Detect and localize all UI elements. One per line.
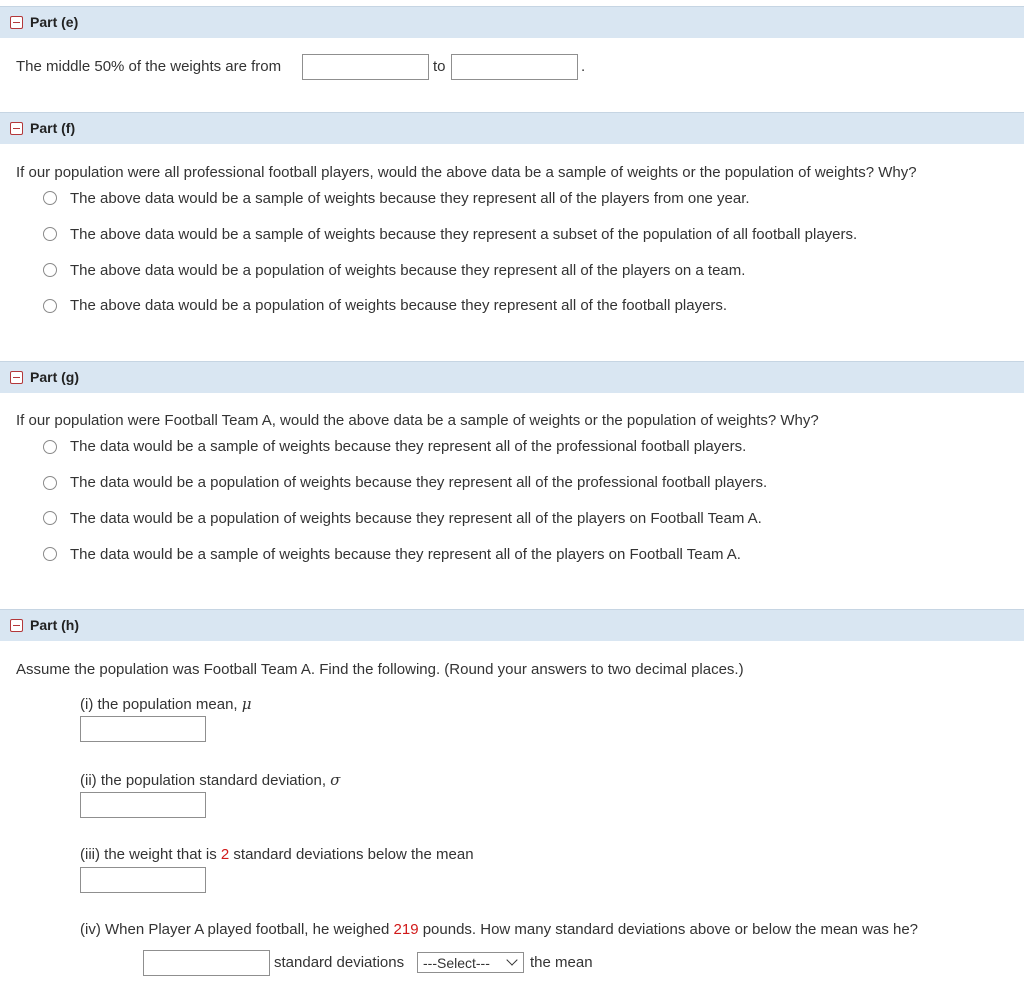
collapse-icon[interactable]: [10, 371, 23, 384]
part-e-prompt: The middle 50% of the weights are from: [16, 58, 282, 75]
collapse-icon[interactable]: [10, 122, 23, 135]
part-f-radio-4[interactable]: [43, 299, 57, 313]
q3-suffix: standard deviations below the mean: [229, 846, 474, 863]
part-h-q3-label: [80, 846, 474, 863]
part-f-option-3[interactable]: The above data would be a population of weights because they represent all of the players on a team.: [70, 262, 746, 279]
part-g-radio-4[interactable]: [43, 547, 57, 561]
part-g-title: Part (g): [30, 369, 79, 385]
part-f-radio-3[interactable]: [43, 263, 57, 277]
part-g-header[interactable]: [0, 361, 1024, 393]
part-f-option-1[interactable]: The above data would be a sample of weights because they represent all of the players from one year.: [70, 190, 750, 207]
q3-prefix: (iii) the weight that is: [80, 846, 221, 863]
q1-prefix: (i) the population mean,: [80, 696, 242, 713]
q3-value: 2: [220, 846, 230, 863]
weight-below-mean-input[interactable]: [80, 867, 206, 893]
part-g-option-1[interactable]: The data would be a sample of weights because they represent all of the professional football players.: [70, 438, 747, 455]
part-e-to-input[interactable]: [451, 54, 578, 80]
mu-symbol: μ: [241, 695, 252, 713]
part-h-header[interactable]: [0, 609, 1024, 641]
part-h-q2-label: [80, 771, 340, 789]
q4-suffix: pounds. How many standard deviations above or below the mean was he?: [418, 921, 919, 938]
part-g-radio-2[interactable]: [43, 476, 57, 490]
sigma-symbol: σ: [330, 771, 341, 789]
part-g-radio-3[interactable]: [43, 511, 57, 525]
part-h-intro: Assume the population was Football Team A. Find the following. (Round your answers to two decimal places.): [16, 661, 744, 678]
population-sd-input[interactable]: [80, 792, 206, 818]
q4-prefix: (iv) When Player A played football, he weighed: [80, 921, 394, 938]
part-g-option-3[interactable]: The data would be a population of weights because they represent all of the players on Football Team A.: [70, 510, 762, 527]
part-e-title: Part (e): [30, 14, 79, 30]
population-mean-input[interactable]: [80, 716, 206, 742]
part-e-to-label: to: [433, 58, 446, 75]
part-e-header[interactable]: [0, 6, 1024, 38]
part-f-header[interactable]: [0, 112, 1024, 144]
std-deviations-label: standard deviations: [274, 954, 405, 971]
part-e-from-input[interactable]: [302, 54, 429, 80]
collapse-icon[interactable]: [10, 619, 23, 632]
part-f-title: Part (f): [30, 120, 76, 136]
part-e-end-punct: .: [581, 58, 586, 75]
part-h-q4-label: [80, 921, 918, 938]
the-mean-label: the mean: [530, 954, 593, 971]
part-f-question: If our population were all professional football players, would the above data be a sample of weights or the population of weights? Why?: [16, 164, 917, 181]
part-g-option-2[interactable]: The data would be a population of weights because they represent all of the professional football players.: [70, 474, 768, 491]
part-f-radio-1[interactable]: [43, 191, 57, 205]
part-h-q1-label: [80, 695, 252, 713]
above-below-select[interactable]: [417, 952, 524, 973]
part-h-title: Part (h): [30, 617, 79, 633]
part-f-radio-2[interactable]: [43, 227, 57, 241]
chevron-down-icon: [506, 954, 517, 965]
part-g-question: If our population were Football Team A, would the above data be a sample of weights or the population of weights? Why?: [16, 412, 819, 429]
collapse-icon[interactable]: [10, 16, 23, 29]
part-f-option-2[interactable]: The above data would be a sample of weights because they represent a subset of the population of all football players.: [70, 226, 858, 243]
select-value: ---Select---: [423, 955, 490, 971]
q4-value: 219: [393, 921, 419, 938]
part-f-option-4[interactable]: The above data would be a population of weights because they represent all of the football players.: [70, 297, 728, 314]
std-deviations-input[interactable]: [143, 950, 270, 976]
part-g-option-4[interactable]: The data would be a sample of weights because they represent all of the players on Football Team A.: [70, 546, 741, 563]
part-g-radio-1[interactable]: [43, 440, 57, 454]
q2-prefix: (ii) the population standard deviation,: [80, 772, 331, 789]
